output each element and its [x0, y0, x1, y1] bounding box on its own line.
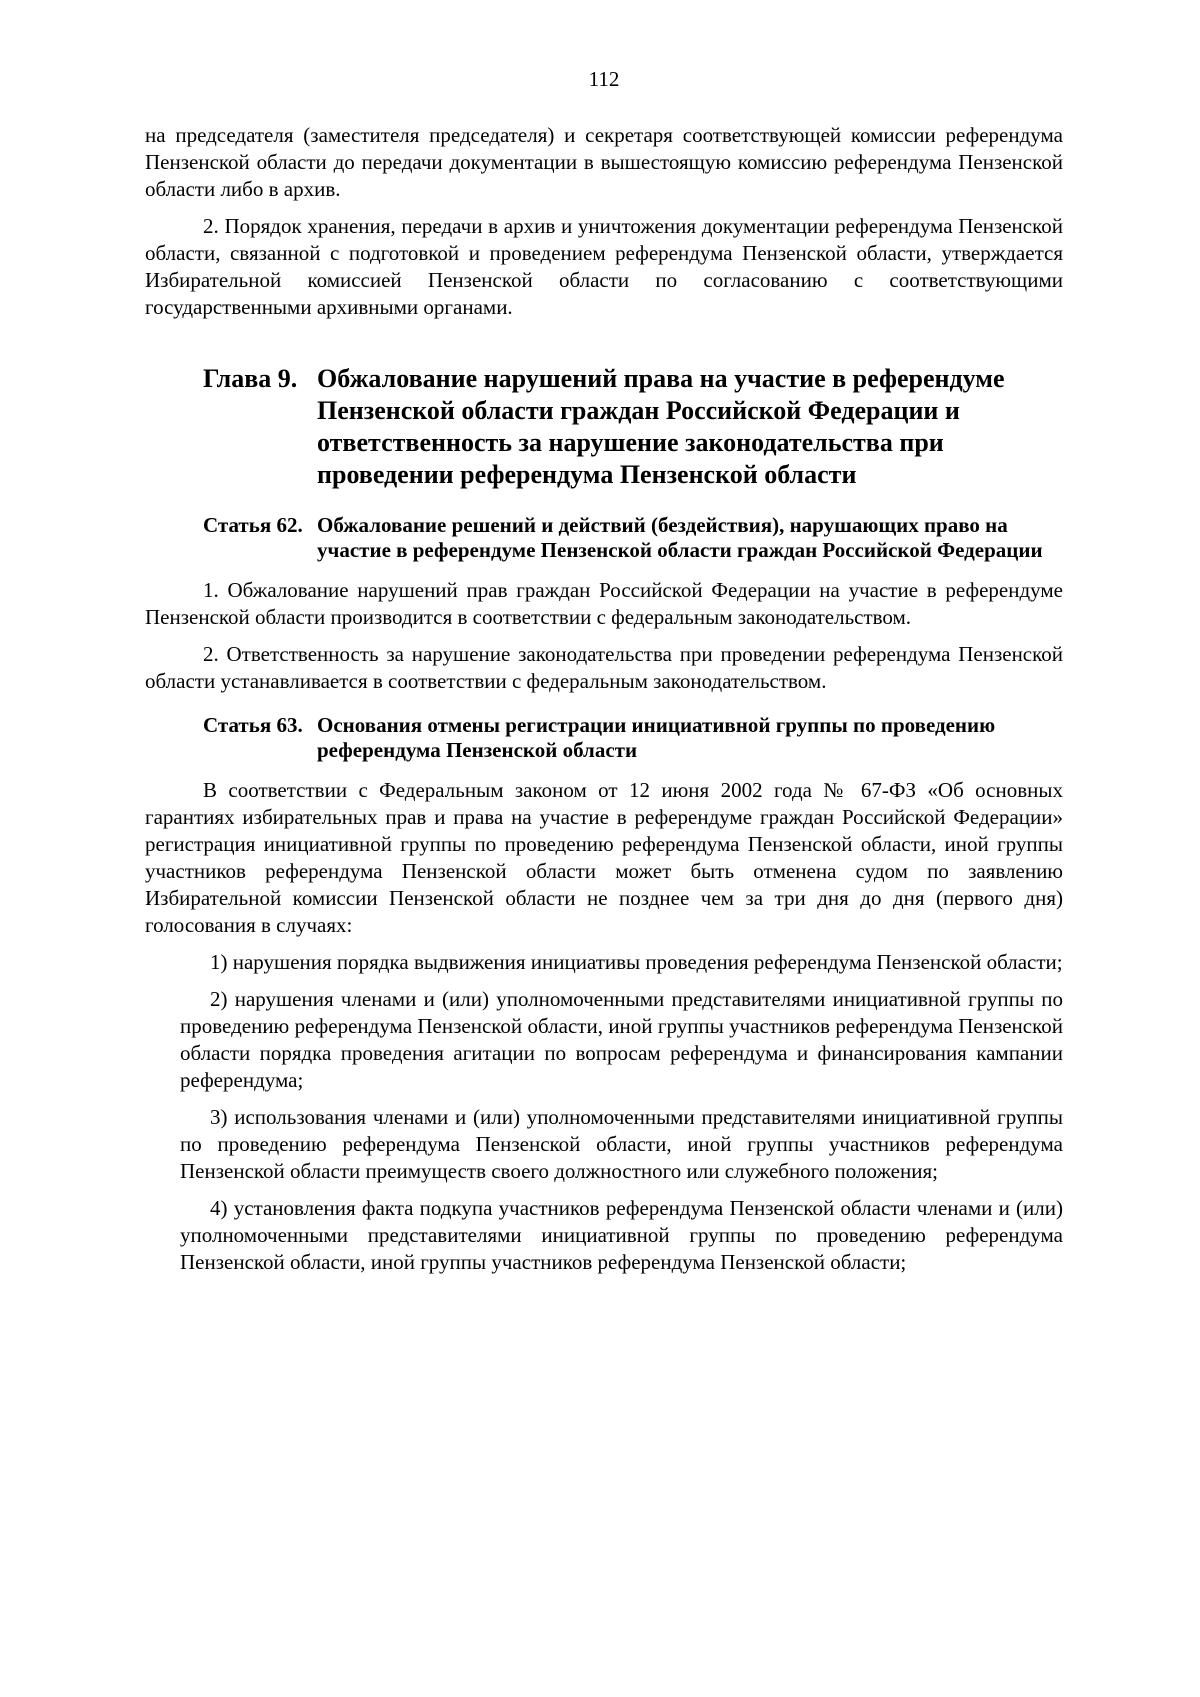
intro-paragraph-2: 2. Порядок хранения, передачи в архив и уничтожения документации референдума Пензенской области, связанной с подготовкой и проведением референдума Пензенской области, утверждается Избирательной комиссией Пензенской области по согласованию с соответствующими государственными архивными органами. [145, 214, 1063, 319]
chapter-label: Глава 9. [203, 364, 298, 393]
article-62-title: Обжалование решений и действий (бездействия), нарушающих право на участие в референдуме Пензенской области граждан Российской Федерации [317, 513, 1043, 562]
page-number: 112 [588, 67, 620, 91]
article-63-item-3: 3) использования членами и (или) уполномоченными представителями инициативной группы по проведению референдума Пензенской области, иной группы участников референдума Пензенской области преимуществ своего должностного или служебного положения; [180, 1105, 1063, 1183]
chapter-heading [203, 363, 1063, 491]
article-62-label: Статья 62. [203, 513, 303, 537]
article-63-label: Статья 63. [203, 713, 303, 737]
article-63-title: Основания отмены регистрации инициативной группы по проведению референдума Пензенской области [317, 713, 996, 762]
article-63-intro: В соответствии с Федеральным законом от 12 июня 2002 года № 67-ФЗ «Об основных гарантиях избирательных прав и права на участие в референдуме граждан Российской Федерации» регистрация инициативной группы по проведению референдума Пензенской области, иной группы участников референдума Пензенской области может быть отменена судом по заявлению Избирательной комиссии Пензенской области не позднее чем за три дня до дня (первого дня) голосования в случаях: [145, 778, 1063, 937]
article-62-paragraph-2: 2. Ответственность за нарушение законодательства при проведении референдума Пензенской области устанавливается в соответствии с федеральным законодательством. [145, 642, 1063, 693]
document-page [145, 66, 1063, 1286]
article-63-item-4: 4) установления факта подкупа участников референдума Пензенской области членами и (или) уполномоченными представителями инициативной группы по проведению референдума Пензенской области, иной группы участников референдума Пензенской области; [180, 1196, 1063, 1274]
intro-paragraph-1: на председателя (заместителя председателя) и секретаря соответствующей комиссии референдума Пензенской области до передачи документации в вышестоящую комиссию референдума Пензенской области либо в архив. [145, 123, 1063, 201]
article-62-heading [203, 513, 1063, 563]
article-63-item-1: 1) нарушения порядка выдвижения инициативы проведения референдума Пензенской области; [210, 950, 1063, 974]
chapter-title: Обжалование нарушений права на участие в референдуме Пензенской области граждан Российской Федерации и ответственность за нарушение законодательства при проведении референдума Пензенской области [317, 364, 1005, 489]
article-62-paragraph-1: 1. Обжалование нарушений прав граждан Российской Федерации на участие в референдуме Пензенской области производится в соответствии с федеральным законодательством. [145, 578, 1063, 629]
article-63-heading [203, 713, 1063, 763]
article-63-item-2: 2) нарушения членами и (или) уполномоченными представителями инициативной группы по проведению референдума Пензенской области, иной группы участников референдума Пензенской области порядка проведения агитации по вопросам референдума и финансирования кампании референдума; [180, 987, 1063, 1092]
